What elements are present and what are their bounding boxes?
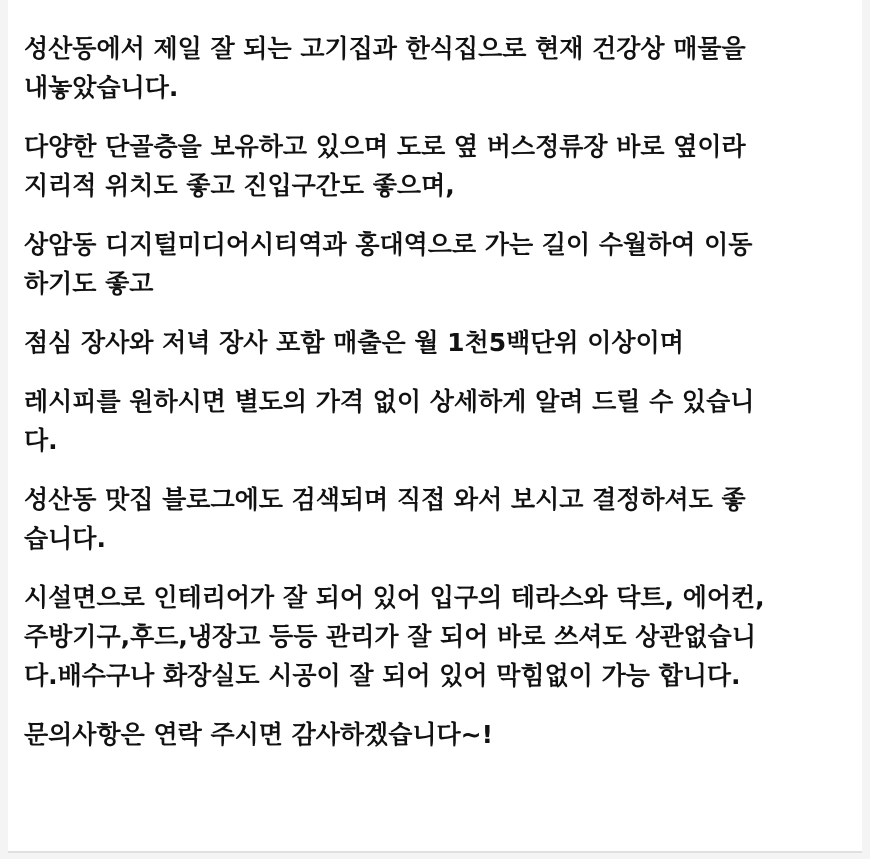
post-page	[8, 0, 862, 853]
post-paragraph-facilities: 시설면으로 인테리어가 잘 되어 있어 입구의 테라스와 닥트, 에어컨, 주방기구,후드,냉장고 등등 관리가 잘 되어 바로 쓰셔도 상관없습니 다.배수구나 화장실도 시공이 잘 되어 있어 막힘없이 가능 합니다.	[24, 583, 765, 690]
post-paragraph-contact: 문의사항은 연락 주시면 감사하겠습니다~!	[24, 720, 494, 749]
post-body	[24, 29, 854, 774]
post-paragraph-sales: 점심 장사와 저녁 장사 포함 매출은 월 1천5백단위 이상이며	[24, 328, 684, 357]
page-bottom-divider	[8, 851, 862, 853]
post-paragraph-transit: 상암동 디지털미디어시티역과 홍대역으로 가는 길이 수월하여 이동 하기도 좋고	[24, 230, 753, 298]
post-paragraph-intro: 성산동에서 제일 잘 되는 고기집과 한식집으로 현재 건강상 매물을 내놓았습니다.	[24, 34, 746, 102]
post-paragraph-recipe: 레시피를 원하시면 별도의 가격 없이 상세하게 알려 드릴 수 있습니 다.	[24, 387, 755, 455]
post-paragraph-location: 다양한 단골층을 보유하고 있으며 도로 옆 버스정류장 바로 옆이라 지리적 위치도 좋고 진입구간도 좋으며,	[24, 132, 746, 200]
post-paragraph-blog: 성산동 맛집 블로그에도 검색되며 직접 와서 보시고 결정하셔도 좋 습니다.	[24, 485, 746, 553]
